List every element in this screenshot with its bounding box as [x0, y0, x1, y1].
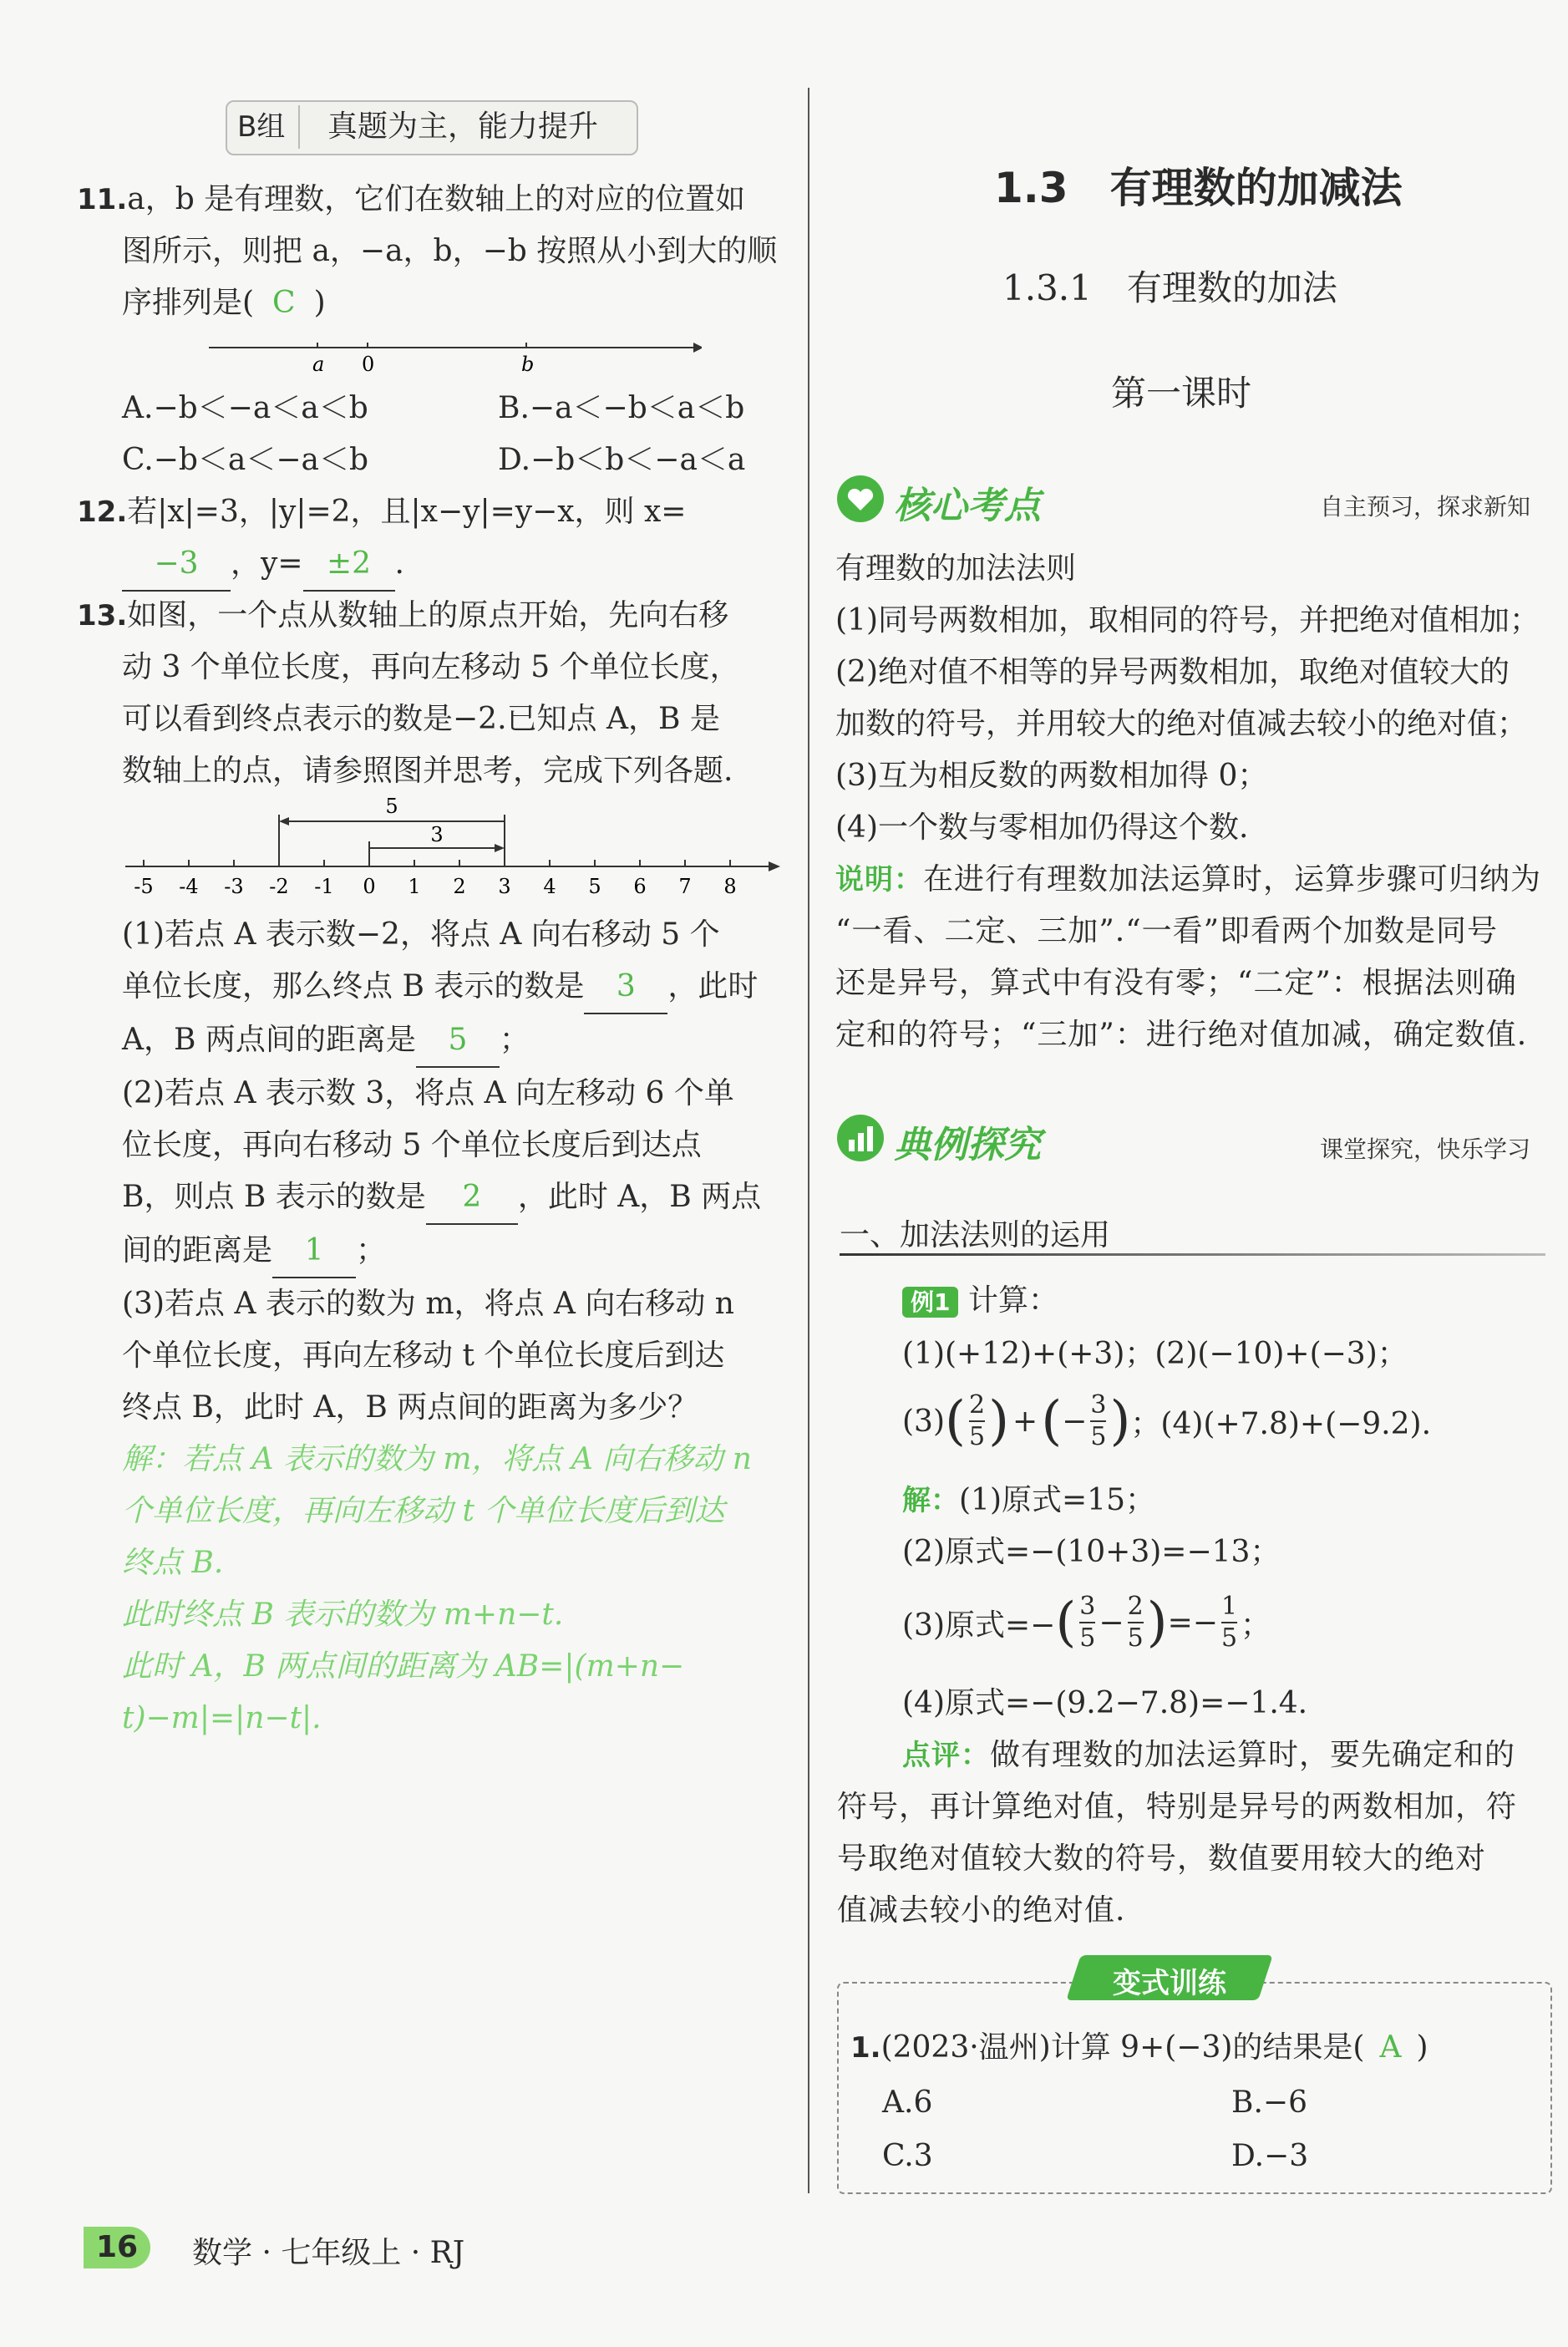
q13-parts: [122, 909, 761, 1745]
solution-2: (2)原式=−(10+3)=−13；: [902, 1535, 1281, 1569]
tick-label: 6: [633, 875, 647, 898]
label-a: a: [312, 353, 325, 376]
page-number: 16: [84, 2227, 150, 2268]
note-line4: 定和的符号；“三加”：进行绝对值加减，确定数值.: [835, 1018, 1528, 1052]
variant-option-d: D.−3: [1231, 2139, 1309, 2173]
group-tag: B组: [237, 105, 300, 149]
q12-line2: −3 ，y= ±2 .: [77, 538, 686, 592]
q11-line3: 序排列是( C ): [122, 286, 326, 320]
example-line2: (3) ( $\frac{2}{5}$ ) + ( − $\frac{3}{5}$ ) ；(4)(+7.8)+(−9.2).: [902, 1390, 1432, 1452]
tick-label: 3: [498, 875, 511, 898]
solution-4: (4)原式=−(9.2−7.8)=−1.4.: [902, 1686, 1308, 1720]
q11-option-a: A.−b＜−a＜a＜b: [122, 391, 368, 425]
variant-option-a: A.6: [882, 2085, 933, 2120]
question-13: [77, 590, 740, 797]
q13-line4: 数轴上的点，请参照图并思考，完成下列各题.: [122, 754, 733, 788]
note-line3: 还是异号，算式中有没有零；“二定”：根据法则确: [835, 966, 1517, 1000]
q13-number-line: [125, 798, 785, 898]
variant-option-c: C.3: [882, 2139, 933, 2173]
solution-line3: 终点 B.: [122, 1546, 224, 1580]
comment-block: 点评：做有理数的加法运算时，要先确定和的 符号，再计算绝对值，特别是异号的两数相加，符 号取绝对值较大数的符号，数值要用较大的绝对 值减去较小的绝对值.: [837, 1730, 1517, 1937]
q11-option-d: D.−b＜b＜−a＜a: [498, 443, 746, 477]
rule-2a: (2)绝对值不相等的异号两数相加，取绝对值较大的: [835, 655, 1510, 689]
q11-answer: C: [272, 286, 296, 320]
fraction-3-5: $\frac{3}{5}$: [1090, 1390, 1107, 1451]
note-line1: 说明：在进行有理数加法运算时，运算步骤可归纳为: [835, 862, 1542, 897]
part1-title: 一、加法法则的运用: [840, 1218, 1111, 1252]
explore-title: 典例探究: [894, 1124, 1041, 1166]
p1-line3: A，B 两点间的距离是 5 ；: [122, 1014, 761, 1068]
comment-line4: 值减去较小的绝对值.: [837, 1893, 1126, 1928]
p2-answer1: 2: [426, 1171, 518, 1225]
q11-option-b: B.−a＜−b＜a＜b: [498, 391, 745, 425]
arrow-3-head: [495, 844, 505, 852]
comment-line3: 号取绝对值较大数的符号，数值要用较大的绝对: [837, 1842, 1487, 1876]
q11-line1: a，b 是有理数，它们在数轴上的对应的位置如: [127, 182, 746, 216]
question-11: [77, 174, 777, 329]
solution-line2: 个单位长度，再向左移动 t 个单位长度后到达: [122, 1494, 725, 1528]
p2-line2: 位长度，再向右移动 5 个单位长度后到达点: [122, 1128, 702, 1162]
note-label: 说明：: [835, 863, 923, 897]
q13-line1: 如图，一个点从数轴上的原点开始，先向右移: [127, 598, 729, 632]
axis-arrow: [769, 861, 780, 871]
p3-line3: 终点 B，此时 A，B 两点间的距离为多少？: [122, 1390, 698, 1425]
solution-line6: t)−m|=|n−t|.: [122, 1701, 322, 1735]
p1-answer2: 5: [416, 1014, 500, 1068]
example-1: [902, 1275, 1408, 1380]
p2-line4: 间的距离是 1 ；: [122, 1225, 761, 1278]
tick-label: 1: [408, 875, 421, 898]
core-header: [835, 472, 1545, 531]
group-header: [226, 100, 638, 155]
variant-box: [837, 1982, 1552, 2194]
p2-answer2: 1: [272, 1225, 356, 1278]
rule-title: 有理数的加法法则: [835, 551, 1077, 586]
arrow-3-label: 3: [430, 823, 444, 846]
q11-line2: 图所示，则把 a，−a，b，−b 按照从小到大的顺: [122, 234, 778, 268]
q12-answer-y: ±2: [303, 538, 395, 592]
note-line2: “一看、二定、三加”.“一看”即看两个加数是同号: [835, 914, 1499, 948]
q12-answer-x: −3: [122, 538, 231, 592]
comment-line2: 符号，再计算绝对值，特别是异号的两数相加，符: [837, 1790, 1518, 1824]
rule-1: (1)同号两数相加，取相同的符号，并把绝对值相加；: [835, 603, 1540, 638]
solution-1: (1)原式=15；: [959, 1483, 1155, 1517]
p1-line1: (1)若点 A 表示数−2，将点 A 向右移动 5 个: [122, 917, 720, 952]
question-number: 13.: [77, 599, 128, 632]
label-0: 0: [362, 353, 375, 376]
q11-option-c: C.−b＜a＜−a＜b: [122, 443, 369, 477]
solution-label: 解：: [902, 1484, 959, 1517]
fraction-2-5: $\frac{2}{5}$: [968, 1390, 986, 1451]
tick-label: 4: [543, 875, 556, 898]
solution-line1: 解：若点 A 表示的数为 m，将点 A 向右移动 n: [122, 1442, 752, 1476]
label-b: b: [521, 353, 535, 376]
book-info: 数学 · 七年级上 · RJ: [192, 2236, 465, 2270]
rule-3: (3)互为相反数的两数相加得 0；: [835, 759, 1268, 793]
p1-line2: 单位长度，那么终点 B 表示的数是 3 ，此时: [122, 961, 761, 1014]
subsection-title: 1.3.1 有理数的加法: [1002, 267, 1337, 308]
explore-subtitle: 课堂探究，快乐学习: [1319, 1135, 1530, 1163]
variant-q1: 1.(2023·温州)计算 9+(−3)的结果是( A ): [850, 2030, 1428, 2065]
p3-line2: 个单位长度，再向左移动 t 个单位长度后到达: [122, 1339, 725, 1373]
question-number: 12.: [77, 495, 128, 529]
tick-label: 0: [363, 875, 376, 898]
question-number: 1.: [850, 2031, 881, 2065]
rule-4: (4)一个数与零相加仍得这个数.: [835, 810, 1249, 845]
solution-block: [902, 1475, 1280, 1578]
q13-line3: 可以看到终点表示的数是−2.已知点 A，B 是: [122, 702, 720, 736]
variant-option-b: B.−6: [1231, 2085, 1307, 2120]
tick-label: -4: [179, 875, 199, 898]
chart-icon: [835, 1113, 885, 1163]
q11-number-line: [209, 334, 702, 384]
column-divider: [808, 88, 809, 2193]
rule-2b: 加数的符号，并用较大的绝对值减去较小的绝对值；: [835, 707, 1528, 741]
tick-label: -5: [134, 875, 154, 898]
part1-rule: [840, 1253, 1545, 1256]
core-title: 核心考点: [894, 485, 1041, 527]
tick-label: 5: [588, 875, 601, 898]
example-line1: (1)(+12)+(+3)；(2)(−10)+(−3)；: [902, 1337, 1408, 1371]
tick-label: -3: [224, 875, 244, 898]
example-text: 计算：: [967, 1283, 1058, 1318]
explore-header: [835, 1111, 1545, 1170]
group-title: 真题为主，能力提升: [327, 109, 599, 144]
tick-label: 8: [723, 875, 737, 898]
tick-label: 7: [678, 875, 692, 898]
q12-line1: 若|x|=3，|y|=2，且|x−y|=y−x，则 x=: [127, 495, 687, 529]
variant-title-text: 变式训练: [1113, 1967, 1226, 2000]
example-tag: 例1: [902, 1287, 958, 1318]
tick-label: -1: [314, 875, 334, 898]
core-subtitle: 自主预习，探求新知: [1319, 493, 1530, 521]
solution-line4: 此时终点 B 表示的数为 m+n−t.: [122, 1598, 564, 1632]
solution-line5: 此时 A，B 两点间的距离为 AB=|(m+n−: [122, 1649, 685, 1684]
lesson-title: 第一课时: [1111, 373, 1252, 414]
section-title: 1.3 有理数的加减法: [994, 164, 1403, 212]
variant-answer: A: [1379, 2030, 1402, 2065]
arrow-5-head: [279, 817, 289, 826]
question-number: 11.: [77, 183, 128, 216]
question-12: [77, 486, 686, 592]
p2-line3: B，则点 B 表示的数是 2 ，此时 A，B 两点: [122, 1171, 761, 1225]
p3-line1: (3)若点 A 表示的数为 m，将点 A 向右移动 n: [122, 1287, 734, 1321]
heart-icon: [835, 474, 885, 524]
solution-3: (3)原式=− ( $\frac{3}{5}$ − $\frac{2}{5}$ ) =− $\frac{1}{5}$ ；: [902, 1592, 1271, 1654]
tick-label: -2: [269, 875, 289, 898]
p1-answer1: 3: [584, 961, 667, 1014]
tick-label: 2: [453, 875, 466, 898]
rules-block: [835, 543, 1541, 1061]
arrow-5-label: 5: [385, 798, 398, 818]
q13-line2: 动 3 个单位长度，再向左移动 5 个单位长度，: [122, 650, 740, 684]
comment-label: 点评：: [902, 1739, 990, 1772]
p2-line1: (2)若点 A 表示数 3，将点 A 向左移动 6 个单: [122, 1076, 734, 1110]
